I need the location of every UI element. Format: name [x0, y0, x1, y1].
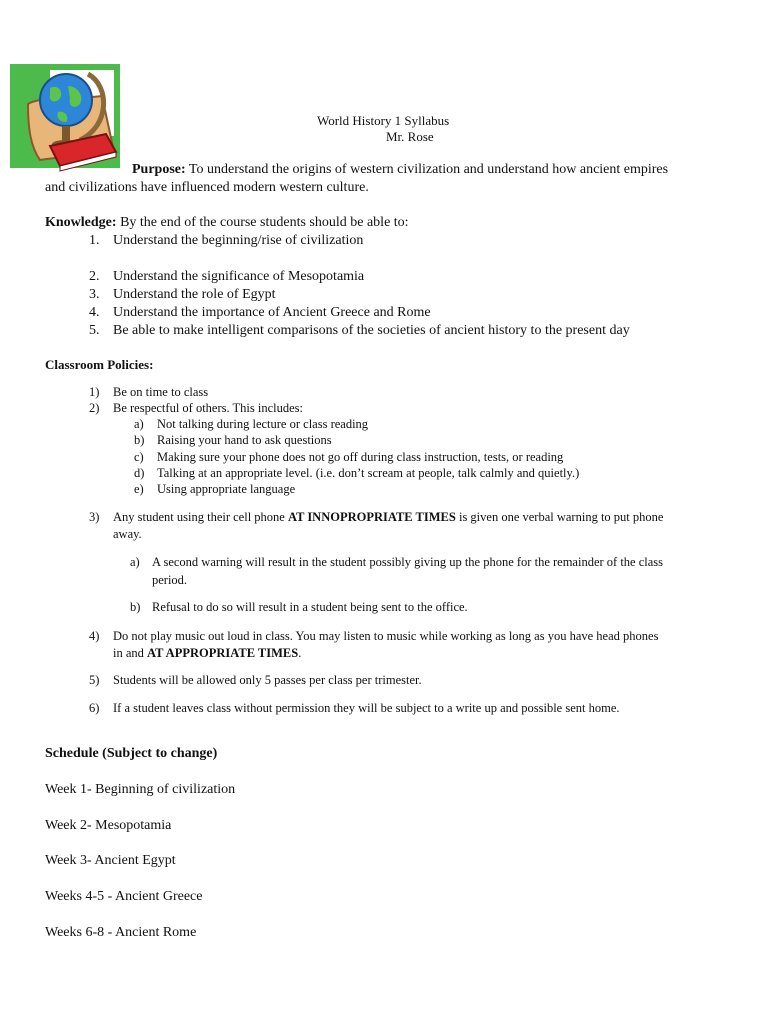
policy-sub-item: Refusal to do so will result in a student being sent to the office.	[152, 600, 468, 614]
policy-num: 4)	[89, 629, 100, 643]
schedule-week: Week 1- Beginning of civilization	[45, 782, 236, 797]
schedule-week: Weeks 4-5 - Ancient Greece	[45, 889, 203, 904]
policy-sub-num: a)	[134, 417, 144, 431]
policy-num: 3)	[89, 510, 100, 524]
policy-sub-item-cont: period.	[152, 573, 188, 587]
knowledge-item: Understand the significance of Mesopotamia	[113, 269, 365, 284]
policy-num: 1)	[89, 385, 100, 399]
policy-sub-num: b)	[134, 433, 145, 447]
knowledge-item-num: 2.	[89, 269, 100, 284]
knowledge-intro	[45, 215, 409, 231]
policy-4-line-1: Do not play music out loud in class. You may listen to music while working as long as you have head phones	[113, 629, 659, 643]
policy-num: 5)	[89, 673, 100, 687]
schedule-week: Week 3- Ancient Egypt	[45, 853, 176, 868]
policy-4-pre: in and	[113, 646, 148, 660]
purpose-label: Purpose:	[132, 162, 186, 177]
policy-item: Be on time to class	[113, 385, 209, 399]
page-title: World History 1 Syllabus	[317, 113, 450, 128]
knowledge-item-num: 5.	[89, 323, 100, 338]
schedule-week: Week 2- Mesopotamia	[45, 818, 172, 833]
policy-sub-item: Using appropriate language	[157, 482, 296, 496]
knowledge-label: Knowledge:	[45, 215, 117, 230]
policy-sub-item: A second warning will result in the student possibly giving up the phone for the remainder of the class	[152, 555, 664, 569]
schedule-week: Weeks 6-8 - Ancient Rome	[45, 925, 197, 940]
teacher-name: Mr. Rose	[386, 129, 434, 144]
knowledge-item-num: 4.	[89, 305, 100, 320]
policy-sub-item: Raising your hand to ask questions	[157, 433, 332, 447]
policy-sub-item: Not talking during lecture or class reading	[157, 417, 369, 431]
policy-4-line-2	[113, 646, 301, 661]
schedule-heading: Schedule (Subject to change)	[45, 746, 218, 761]
policy-sub-num: b)	[130, 600, 141, 614]
knowledge-item: Understand the beginning/rise of civilization	[113, 233, 364, 248]
policy-sub-item: Talking at an appropriate level. (i.e. don’t scream at people, talk calmly and quietly.)	[157, 466, 580, 480]
knowledge-item: Be able to make intelligent comparisons of the societies of ancient history to the present day	[113, 323, 630, 338]
policy-item	[113, 510, 663, 525]
policy-item: Be respectful of others. This includes:	[113, 401, 304, 415]
globe-books-clipart-icon	[10, 56, 130, 174]
policy-3-bold: AT INNOPROPRIATE TIMES	[287, 510, 456, 524]
policy-num: 2)	[89, 401, 100, 415]
policies-heading: Classroom Policies:	[45, 357, 154, 372]
policy-3-text-pre: Any student using their cell phone	[113, 510, 288, 524]
policy-4-bold: AT APPROPRIATE TIMES	[147, 646, 299, 660]
knowledge-item: Understand the importance of Ancient Greece and Rome	[113, 305, 431, 320]
policy-sub-num: c)	[134, 450, 144, 464]
policy-item: Students will be allowed only 5 passes per class per trimester.	[113, 673, 422, 687]
policy-sub-item: Making sure your phone does not go off during class instruction, tests, or reading	[157, 450, 564, 464]
policy-item: If a student leaves class without permission they will be subject to a write up and possible sent home.	[113, 701, 620, 715]
purpose-text-1: To understand the origins of western civilization and understand how ancient empires	[188, 162, 669, 177]
knowledge-item-num: 3.	[89, 287, 100, 302]
knowledge-intro-text: By the end of the course students should be able to:	[120, 215, 409, 230]
purpose-text-2: and civilizations have influenced modern western culture.	[45, 180, 369, 195]
purpose-line-1	[132, 162, 668, 178]
policy-3-text-post: is given one verbal warning to put phone	[455, 510, 664, 524]
knowledge-item-num: 1.	[89, 233, 100, 248]
policy-4-post: .	[298, 646, 302, 660]
policy-3-line-2: away.	[113, 527, 142, 541]
policy-num: 6)	[89, 701, 100, 715]
policy-sub-num: d)	[134, 466, 145, 480]
policy-sub-num: e)	[134, 482, 144, 496]
policy-sub-num: a)	[130, 555, 140, 569]
knowledge-item: Understand the role of Egypt	[113, 287, 276, 302]
